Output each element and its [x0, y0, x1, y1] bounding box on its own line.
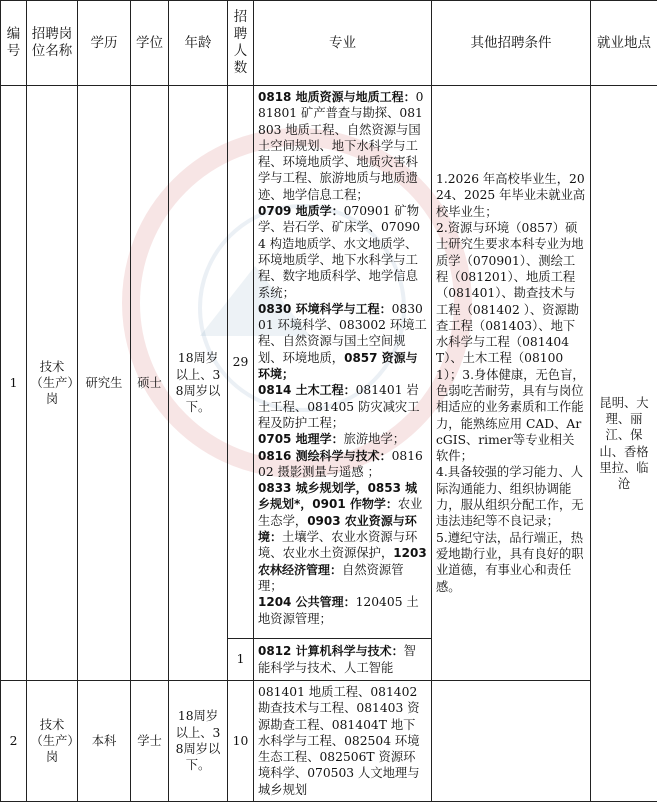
major-group-text: 智能科学与技术、人工智能	[258, 644, 416, 674]
header-row	[1, 1, 657, 86]
header-major: 专业	[254, 1, 432, 86]
major-group-text: 070901 矿物学、岩石学、矿床学、070904 构造地质学、水文地质学、环境地质学、地下水科学与工程、数字地质科学、地学信息系统；	[258, 204, 420, 299]
row-1-count-b: 1	[228, 639, 254, 681]
header-num: 编号	[1, 1, 27, 86]
major-group-text: 081602 摄影测量与遥感 ；	[258, 449, 423, 479]
header-count: 招聘人数	[228, 1, 254, 86]
row-1-degree: 硕士	[131, 86, 169, 681]
major-group-title: 0830 环境科学与工程：	[258, 302, 392, 316]
row-2-num: 2	[1, 681, 27, 802]
major-group-text: 旅游地学；	[344, 432, 406, 446]
major-group-title: 0814 土木工程：	[258, 383, 356, 397]
major-group-title: 1204 公共管理：	[258, 595, 356, 609]
major-group-text: 农业生态学，	[258, 497, 422, 527]
row-1-position: 技术（生产）岗	[27, 86, 78, 681]
major-group-title: 0705 地理学：	[258, 432, 344, 446]
major-group	[258, 448, 427, 481]
header-position: 招聘岗位名称	[27, 1, 78, 86]
row-1-num: 1	[1, 86, 27, 681]
header-degree: 学位	[131, 1, 169, 86]
row-2-conditions	[432, 681, 591, 802]
condition-item: 1.2026 年高校毕业生，2024、2025 年毕业未就业高校毕业生；	[436, 171, 586, 220]
row-1-age: 18周岁以上、38周岁以下。	[169, 86, 228, 681]
major-group	[258, 301, 427, 382]
major-group-title: 0857 资源与环境；	[258, 351, 418, 381]
row-2-age: 18周岁以上、38周岁以下。	[169, 681, 228, 802]
table-row	[1, 681, 657, 802]
major-group-text: 土壤学、农业水资源与环境、农业水土资源保护，	[258, 530, 417, 560]
major-group-title: 0816 测绘科学与技术：	[258, 449, 392, 463]
major-group	[258, 594, 427, 627]
row-2-count: 10	[228, 681, 254, 802]
major-group-title: 1203 农林经济管理：	[258, 546, 427, 576]
row-1-major-b	[254, 639, 432, 681]
row-2-major: 081401 地质工程、081402 勘查技术与工程、081403 资源勘查工程、081404T 地下水科学与工程、082504 环境生态工程、082506T 资源环境科学、070503 人文地理与城乡规划	[254, 681, 432, 802]
row-2-education: 本科	[78, 681, 131, 802]
major-group-text: 120405 土地资源管理；	[258, 595, 419, 625]
major-group-title: 0903 农业资源与环境：	[258, 514, 417, 544]
header-education: 学历	[78, 1, 131, 86]
major-group	[258, 431, 427, 447]
header-conditions: 其他招聘条件	[432, 1, 591, 86]
major-group-text: 081801 矿产普查与勘探、081803 地质工程、自然资源与国土空间规划、地下水科学与工程、环境地质学、地质灾害科学与工程、旅游地质与地质遗迹、地学信息工程；	[258, 90, 423, 202]
major-group-title: 0812 计算机科学与技术：	[258, 644, 404, 658]
major-group-title: 0709 地质学：	[258, 204, 344, 218]
row-1-count-a: 29	[228, 86, 254, 639]
major-group	[258, 89, 427, 203]
major-group-text: 083001 环境科学、083002 环境工程、自然资源与国土空间规划、环境地质，	[258, 302, 427, 365]
major-group	[258, 203, 427, 301]
row-2-degree: 学士	[131, 681, 169, 802]
major-group	[258, 480, 427, 594]
table-row	[1, 86, 657, 639]
major-group-title: 0833 城乡规划学，0853 城乡规划*，0901 作物学：	[258, 481, 417, 511]
header-location: 就业地点	[591, 1, 657, 86]
header-age: 年龄	[169, 1, 228, 86]
major-group-text: 自然资源管理；	[258, 563, 404, 593]
condition-item: 5.遵纪守法，品行端正，热爱地勘行业，具有良好的职业道德，有事业心和责任感。	[436, 530, 586, 595]
major-group	[258, 382, 427, 431]
location-cell: 昆明、大理、丽江、保山、香格里拉、临沧	[591, 86, 657, 802]
major-group-text: 081401 岩土工程、081405 防灾减灾工程及防护工程；	[258, 383, 420, 430]
row-2-position: 技术（生产）岗	[27, 681, 78, 802]
condition-item: 4.具备较强的学习能力、人际沟通能力、组织协调能力，服从组织分配工作，无违法违纪等不良记录；	[436, 464, 586, 529]
condition-item: 2.资源与环境（0857）硕士研究生要求本科专业为地质学（070901）、测绘工程（081201）、地质工程（081401）、勘查技术与工程（081402 ）、资源勘查工程（081403）、地下水科学与工程（081404T）、土木工程（081001）；3.身体健康，无色盲，色弱吃苦耐劳，具有与岗位相适应的业务素质和工作能力，能熟练应用 CAD、ArcGIS、rimer等专业相关软件；	[436, 220, 586, 464]
row-1-major-a	[254, 86, 432, 639]
row-1-conditions	[432, 86, 591, 681]
row-1-education: 研究生	[78, 86, 131, 681]
major-group-title: 0818 地质资源与地质工程：	[258, 90, 416, 104]
